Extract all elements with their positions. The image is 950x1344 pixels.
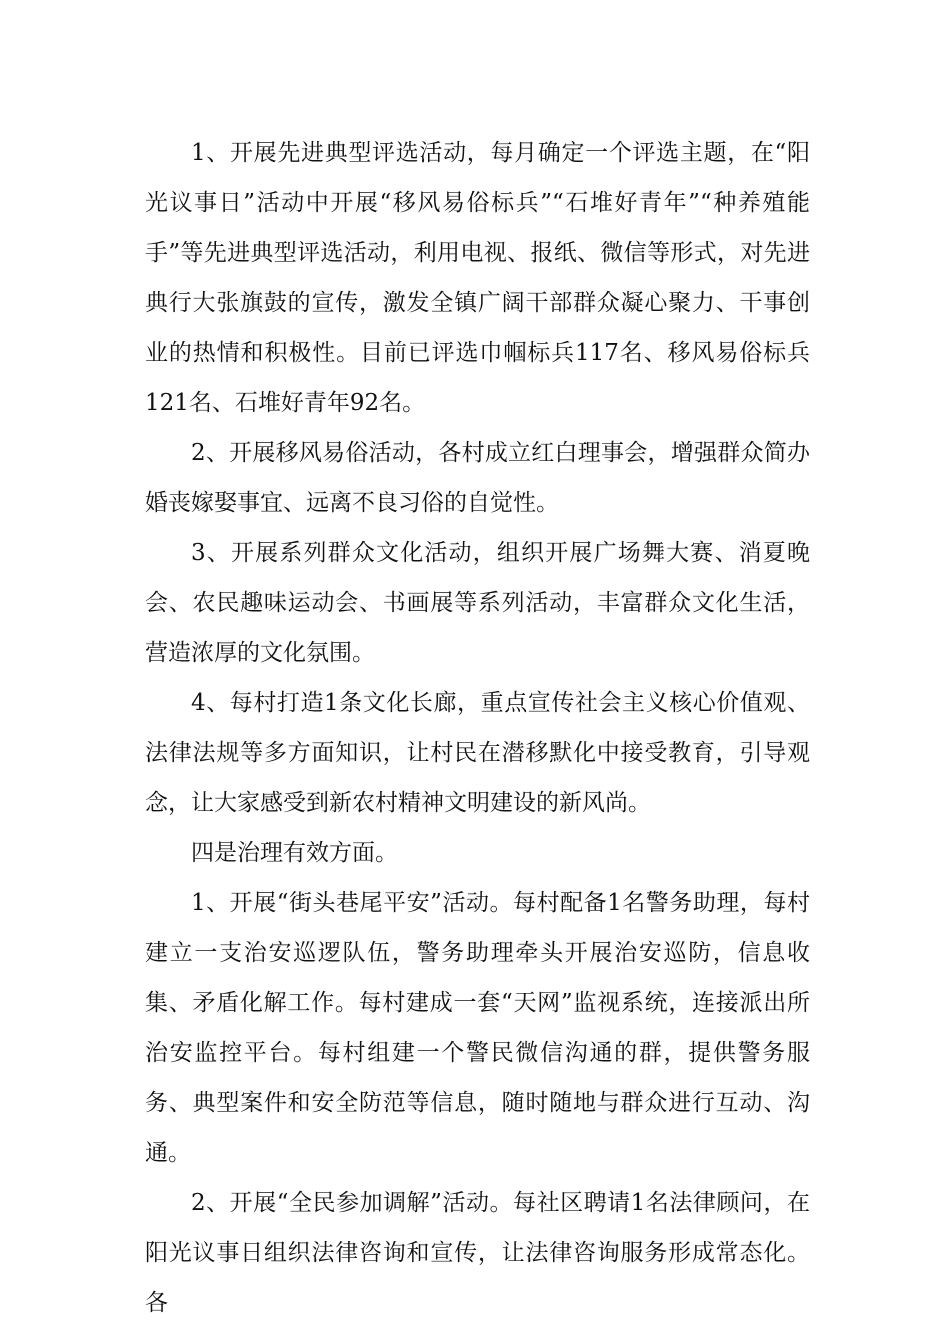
paragraph-governance-2: 2、开展“全民参加调解”活动。每社区聘请1名法律顾问，在阳光议事日组织法律咨询和宣传，让法律咨询服务形成常态化。各: [145, 1190, 810, 1316]
document-body: [145, 128, 810, 1328]
paragraph-activity-4: 4、每村打造1条文化长廊，重点宣传社会主义核心价值观、法律法规等多方面知识，让村民在潜移默化中接受教育，引导观念，让大家感受到新农村精神文明建设的新风尚。: [145, 690, 810, 816]
paragraph-activity-2: 2、开展移风易俗活动，各村成立红白理事会，增强群众简办婚丧嫁娶事宜、远离不良习俗的自觉性。: [145, 440, 810, 516]
paragraph-activity-1: 1、开展先进典型评选活动，每月确定一个评选主题，在“阳光议事日”活动中开展“移风易俗标兵”“石堆好青年”“种养殖能手”等先进典型评选活动，利用电视、报纸、微信等形式，对先进典行大张旗鼓的宣传，激发全镇广阔干部群众凝心聚力、干事创业的热情和积极性。目前已评选巾帼标兵117名、移风易俗标兵121名、石堆好青年92名。: [145, 140, 810, 416]
paragraph-activity-3: 3、开展系列群众文化活动，组织开展广场舞大赛、消夏晚会、农民趣味运动会、书画展等系列活动，丰富群众文化生活，营造浓厚的文化氛围。: [145, 540, 810, 666]
section-heading: 四是治理有效方面。: [191, 840, 398, 866]
paragraph-governance-1: 1、开展“街头巷尾平安”活动。每村配备1名警务助理，每村建立一支治安巡逻队伍，警务助理牵头开展治安巡防，信息收集、矛盾化解工作。每村建成一套“天网”监视系统，连接派出所治安监控平台。每村组建一个警民微信沟通的群，提供警务服务、典型案件和安全防范等信息，随时随地与群众进行互动、沟通。: [145, 890, 810, 1166]
